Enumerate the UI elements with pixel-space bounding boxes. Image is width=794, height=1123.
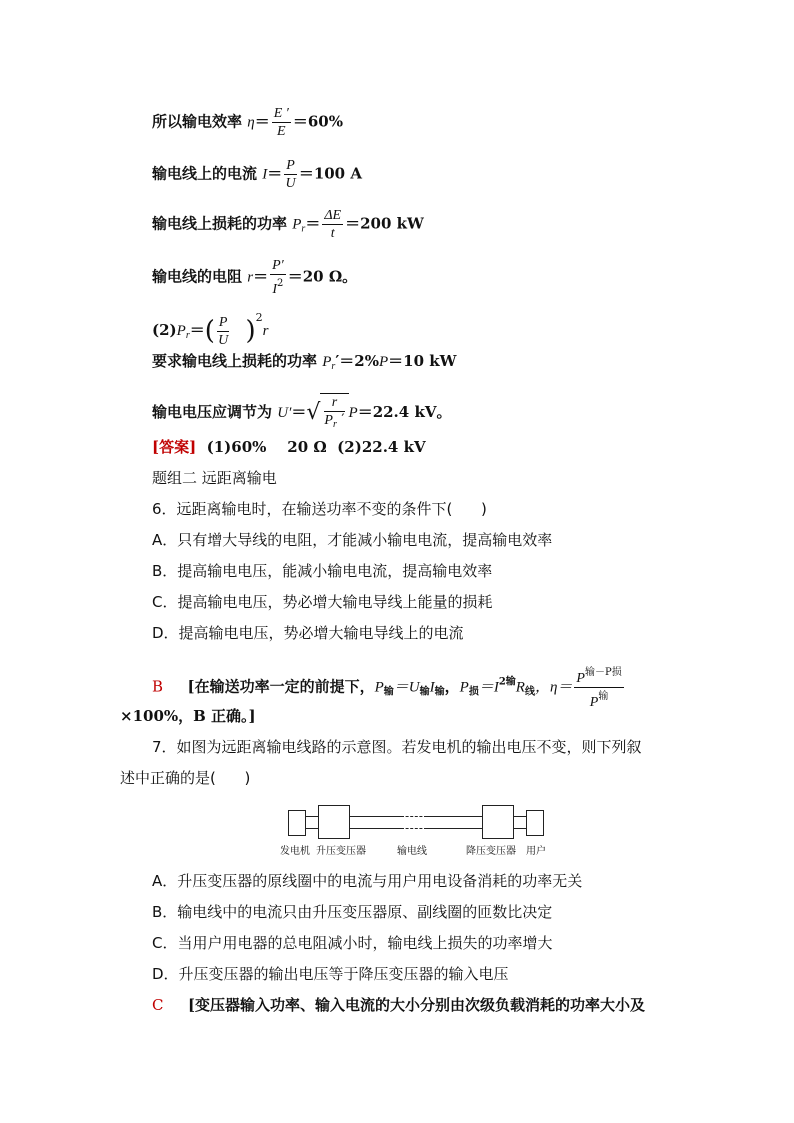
option-text: C．当用户用电器的总电阻减小时，输电线上损失的功率增大 (152, 934, 553, 952)
q7-option-d (152, 964, 509, 984)
symbol: P (378, 354, 389, 370)
symbol: P (322, 354, 332, 370)
text: ＝ (189, 321, 205, 339)
numerator: P (286, 158, 295, 173)
subscript: r (185, 330, 190, 341)
section-title: 题组二 远距离输电 (152, 469, 277, 487)
denominator: U (218, 332, 229, 348)
text: ＝10 kW (388, 352, 457, 370)
q7-option-b (152, 902, 552, 922)
fraction (324, 394, 344, 433)
subscript: 线 (524, 686, 535, 698)
wire (305, 816, 318, 817)
q6-option-a (152, 530, 552, 550)
text: [变压器输入功率、输入电流的大小分别由次级负载消耗的功率大小及 (187, 996, 646, 1014)
voltage-line (152, 393, 451, 433)
q6-option-b (152, 561, 492, 581)
stem-text: 述中正确的是( ) (120, 769, 251, 787)
loss-power-line (152, 207, 424, 242)
superscript: 2输 (498, 676, 516, 688)
step-down-transformer-box (482, 805, 514, 839)
eta-symbol: η (247, 114, 255, 131)
option-text: B．提高输电电压，能减小输电电流，提高输电效率 (152, 562, 493, 580)
wire (349, 816, 401, 817)
q7-option-a (152, 871, 582, 891)
option-text: D．升压变压器的输出电压等于降压变压器的输入电压 (152, 965, 509, 983)
text: ＝ (253, 267, 269, 286)
denominator (324, 412, 344, 433)
answer-line (152, 437, 426, 457)
question-6-stem (152, 499, 487, 519)
stem-text: 6．远距离输电时，在输送功率不变的条件下( ) (152, 500, 487, 518)
efficiency-line (152, 105, 343, 140)
text: 输电线的电阻 (152, 267, 248, 286)
label-step-up: 升压变压器 (316, 846, 366, 857)
den-symbol: I (272, 282, 278, 297)
resistance-line (152, 257, 357, 298)
stem-text: 7．如图为远距离输电线路的示意图。若发电机的输出电压不变，则下列叙 (152, 738, 642, 756)
symbol: P (589, 695, 599, 710)
sqrt-icon: √ (306, 400, 321, 425)
numerator: E ′ (273, 106, 289, 121)
part2-formula-line (152, 308, 268, 349)
fraction (322, 207, 343, 242)
wire (427, 828, 482, 829)
fraction (270, 257, 286, 298)
label-generator: 发电机 (280, 846, 310, 857)
q6-option-c (152, 592, 492, 612)
label-user: 用户 (526, 846, 546, 857)
symbol: I (262, 166, 268, 183)
symbol: P (348, 405, 358, 421)
subscript: 输 (383, 686, 394, 698)
wire (427, 816, 482, 817)
text: ×100%，B 正确。] (120, 707, 256, 725)
text: ＝ (267, 164, 283, 183)
q7-option-c (152, 933, 552, 953)
current-line (152, 157, 362, 192)
superscript: 2 (255, 311, 263, 324)
symbol: ＝I (478, 679, 499, 696)
text: ＝100 A (298, 164, 362, 183)
symbol: r (247, 269, 254, 286)
transmission-diagram (280, 800, 560, 860)
section-heading (152, 468, 277, 488)
text: ＝ (305, 214, 321, 233)
fraction (272, 105, 291, 140)
wire (305, 828, 318, 829)
symbol: R (515, 679, 525, 696)
wire-break (401, 828, 427, 829)
text: ， (444, 677, 460, 696)
symbol: ＝U (393, 679, 420, 696)
fraction (574, 664, 623, 711)
superscript: 输 (598, 691, 609, 702)
text: 输电线上的电流 (152, 164, 263, 183)
subscript: r (332, 419, 337, 430)
option-text: A．只有增大导线的电阻，才能减小输电电流，提高输电效率 (152, 531, 553, 549)
sqrt-body (320, 393, 348, 433)
option-text: B．输电线中的电流只由升压变压器原、副线圈的匝数比决定 (152, 903, 553, 921)
subscript: 输 (434, 686, 445, 698)
required-loss-line (152, 351, 456, 377)
symbol: P (576, 671, 585, 686)
subscript: 输 (419, 686, 430, 698)
step-up-transformer-box (318, 805, 350, 839)
wire (513, 816, 526, 817)
text: 输电线上损耗的功率 (152, 214, 293, 233)
label-step-down: 降压变压器 (466, 846, 516, 857)
subscript: r (331, 361, 336, 372)
answer-letter: C (152, 996, 164, 1014)
option-text: A．升压变压器的原线圈中的电流与用户用电设备消耗的功率无关 (152, 872, 583, 890)
denominator: t (330, 226, 335, 241)
option-text: D．提高输电电压，势必增大输电导线上的电流 (152, 624, 464, 642)
subscript: 损 (468, 686, 479, 698)
wire (513, 828, 526, 829)
symbol: r (262, 323, 269, 339)
text: ＝ (254, 112, 270, 131)
superscript: 2 (277, 278, 284, 289)
symbol: P (459, 679, 469, 696)
question-7-stem-1 (152, 737, 642, 757)
numerator: P′ (272, 258, 284, 273)
den-symbol: P (324, 413, 333, 428)
numerator: P (218, 314, 228, 330)
superscript: 损 (611, 667, 622, 678)
text: 输电电压应调节为 (152, 403, 278, 421)
generator-box (288, 810, 306, 836)
answer-text: (1)60% 20 Ω (2)22.4 kV (196, 438, 426, 456)
fraction (284, 157, 297, 192)
numerator: ΔE (324, 208, 342, 223)
text: ＝22.4 kV。 (357, 403, 452, 421)
option-text: C．提高输电电压，势必增大输电导线上能量的损耗 (152, 593, 493, 611)
text: 要求输电线上损耗的功率 (152, 352, 323, 370)
answer-label: [答案] (152, 438, 197, 456)
q6-option-d (152, 623, 464, 643)
numerator: r (324, 394, 344, 412)
denominator (270, 275, 286, 298)
denominator (574, 688, 623, 711)
label-line: 输电线 (397, 846, 427, 857)
symbol: P (292, 216, 302, 233)
text: ＝200 kW (345, 214, 424, 233)
fraction (217, 314, 230, 349)
symbol: ，η＝ (534, 679, 573, 696)
q6-explanation-end (120, 706, 256, 726)
symbol: P (374, 679, 384, 696)
close-paren: ) (245, 316, 256, 346)
superscript: 输－P (584, 667, 612, 678)
q7-explanation (152, 995, 645, 1015)
subscript: r (301, 223, 306, 235)
user-box (526, 810, 544, 836)
prime: ′ (336, 412, 345, 428)
text: ＝ (291, 403, 307, 421)
answer-letter: B (152, 677, 164, 696)
text: (2) (152, 321, 177, 339)
symbol: I (429, 679, 435, 696)
wire-break (401, 816, 427, 817)
text: ′＝2% (335, 352, 379, 370)
denominator: E (276, 124, 286, 139)
wire (349, 828, 401, 829)
text: ＝60% (292, 112, 343, 131)
text: 所以输电效率 (152, 112, 248, 131)
text: [在输送功率一定的前提下， (187, 677, 375, 696)
symbol: P (176, 323, 186, 339)
text: ＝20 Ω。 (287, 267, 358, 286)
symbol: U′ (277, 405, 292, 421)
open-paren: ( (204, 316, 215, 346)
question-7-stem-2 (120, 768, 250, 788)
denominator: U (285, 176, 296, 191)
q6-explanation (152, 664, 626, 711)
numerator (574, 664, 623, 688)
